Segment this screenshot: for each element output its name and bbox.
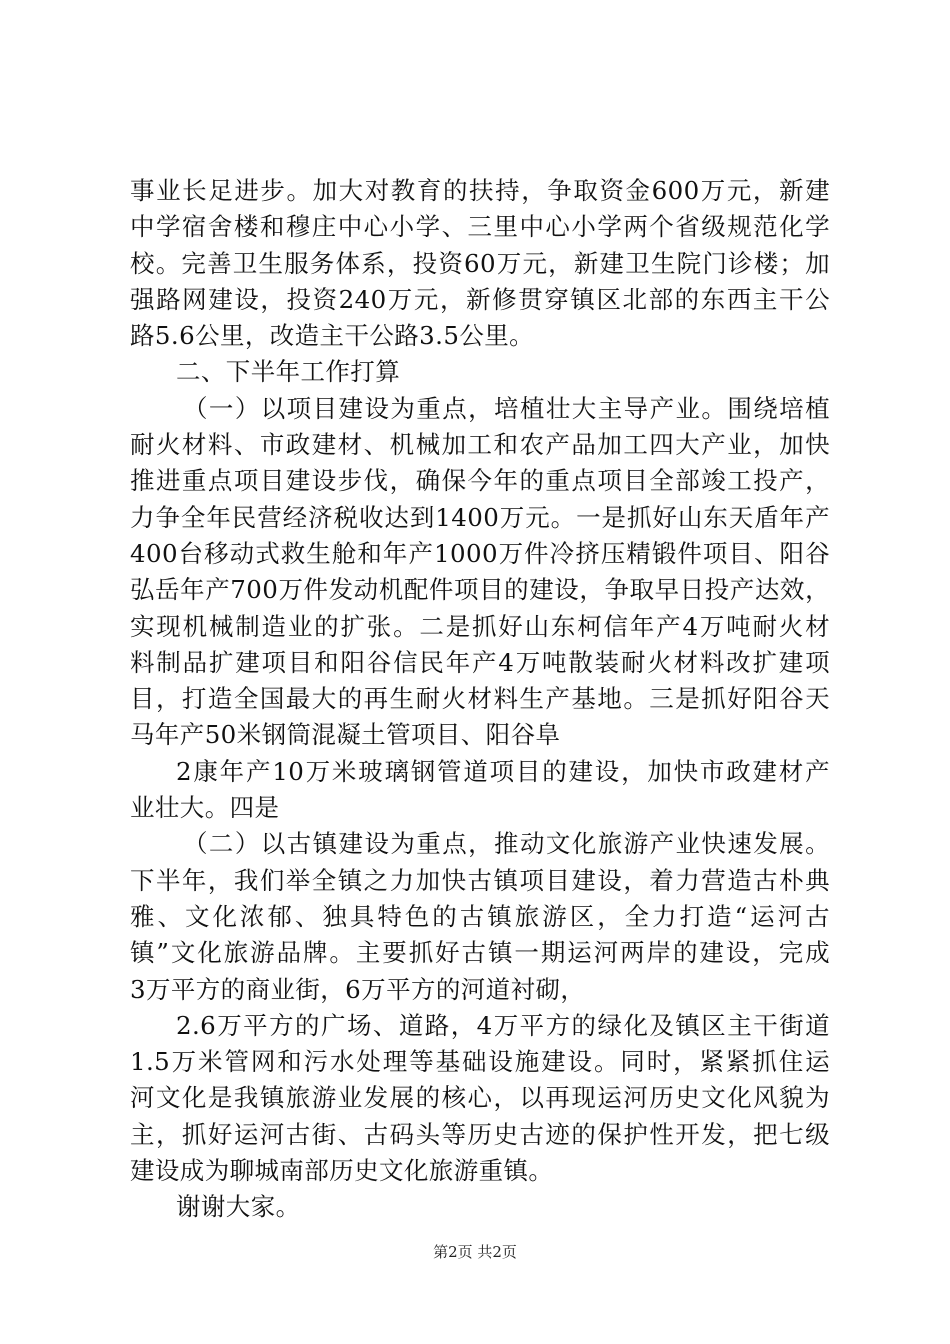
body-line: 3万平方的商业街，6万平方的河道衬砌， [130,974,586,1004]
body-line: 料制品扩建项目和阳谷信民年产4万吨散装耐火材料改扩建项 [130,647,830,677]
body-line: 力争全年民营经济税收达到1400万元。一是抓好山东天盾年产 [130,502,830,532]
body-line: 下半年，我们举全镇之力加快古镇项目建设，着力营造古朴典 [130,865,830,895]
body-line: 2康年产10万米玻璃钢管道项目的建设，加快市政建材产 [176,756,830,786]
body-line: 2.6万平方的广场、道路，4万平方的绿化及镇区主干街道 [176,1010,830,1040]
body-line: 马年产50米钢筒混凝土管项目、阳谷阜 [130,720,561,750]
body-line: 镇”文化旅游品牌。主要抓好古镇一期运河两岸的建设，完成 [130,938,830,968]
body-line: 建设成为聊城南部历史文化旅游重镇。 [130,1156,554,1186]
section-heading: 二、下半年工作打算 [176,357,401,387]
body-line: 河文化是我镇旅游业发展的核心，以再现运河历史文化风貌为 [130,1083,830,1113]
body-line: 目，打造全国最大的再生耐火材料生产基地。三是抓好阳谷天 [130,684,830,714]
body-line: 实现机械制造业的扩张。二是抓好山东柯信年产4万吨耐火材 [130,611,830,641]
body-line: 耐火材料、市政建材、机械加工和农产品加工四大产业，加快 [130,430,830,460]
body-line: 主，抓好运河古街、古码头等历史古迹的保护性开发，把七级 [130,1119,830,1149]
closing-line: 谢谢大家。 [176,1192,301,1222]
subsection-heading: （二）以古镇建设为重点，推动文化旅游产业快速发展。 [183,829,830,859]
body-line: 1.5万米管网和污水处理等基础设施建设。同时，紧紧抓住运 [130,1047,830,1077]
body-line: 事业长足进步。加大对教育的扶持，争取资金600万元，新建 [130,176,830,205]
body-line: 强路网建设，投资240万元，新修贯穿镇区北部的东西主干公 [130,284,830,314]
body-line: 400台移动式救生舱和年产1000万件冷挤压精锻件项目、阳谷 [130,538,830,568]
body-line: 中学宿舍楼和穆庄中心小学、三里中心小学两个省级规范化学 [130,212,830,242]
subsection-heading: （一）以项目建设为重点，培植壮大主导产业。围绕培植 [183,393,830,423]
body-line: 雅、文化浓郁、独具特色的古镇旅游区，全力打造“运河古 [130,901,830,931]
body-line: 校。完善卫生服务体系，投资60万元，新建卫生院门诊楼；加 [130,248,830,278]
body-line: 路5.6公里，改造主干公路3.5公里。 [130,321,535,351]
body-line: 业壮大。四是 [130,793,280,823]
page-footer: 第2页 共2页 [433,1243,517,1261]
body-line: 推进重点项目建设步伐，确保今年的重点项目全部竣工投产， [130,466,830,496]
body-line: 弘岳年产700万件发动机配件项目的建设，争取早日投产达效， [130,575,830,605]
document-body [130,173,830,1226]
